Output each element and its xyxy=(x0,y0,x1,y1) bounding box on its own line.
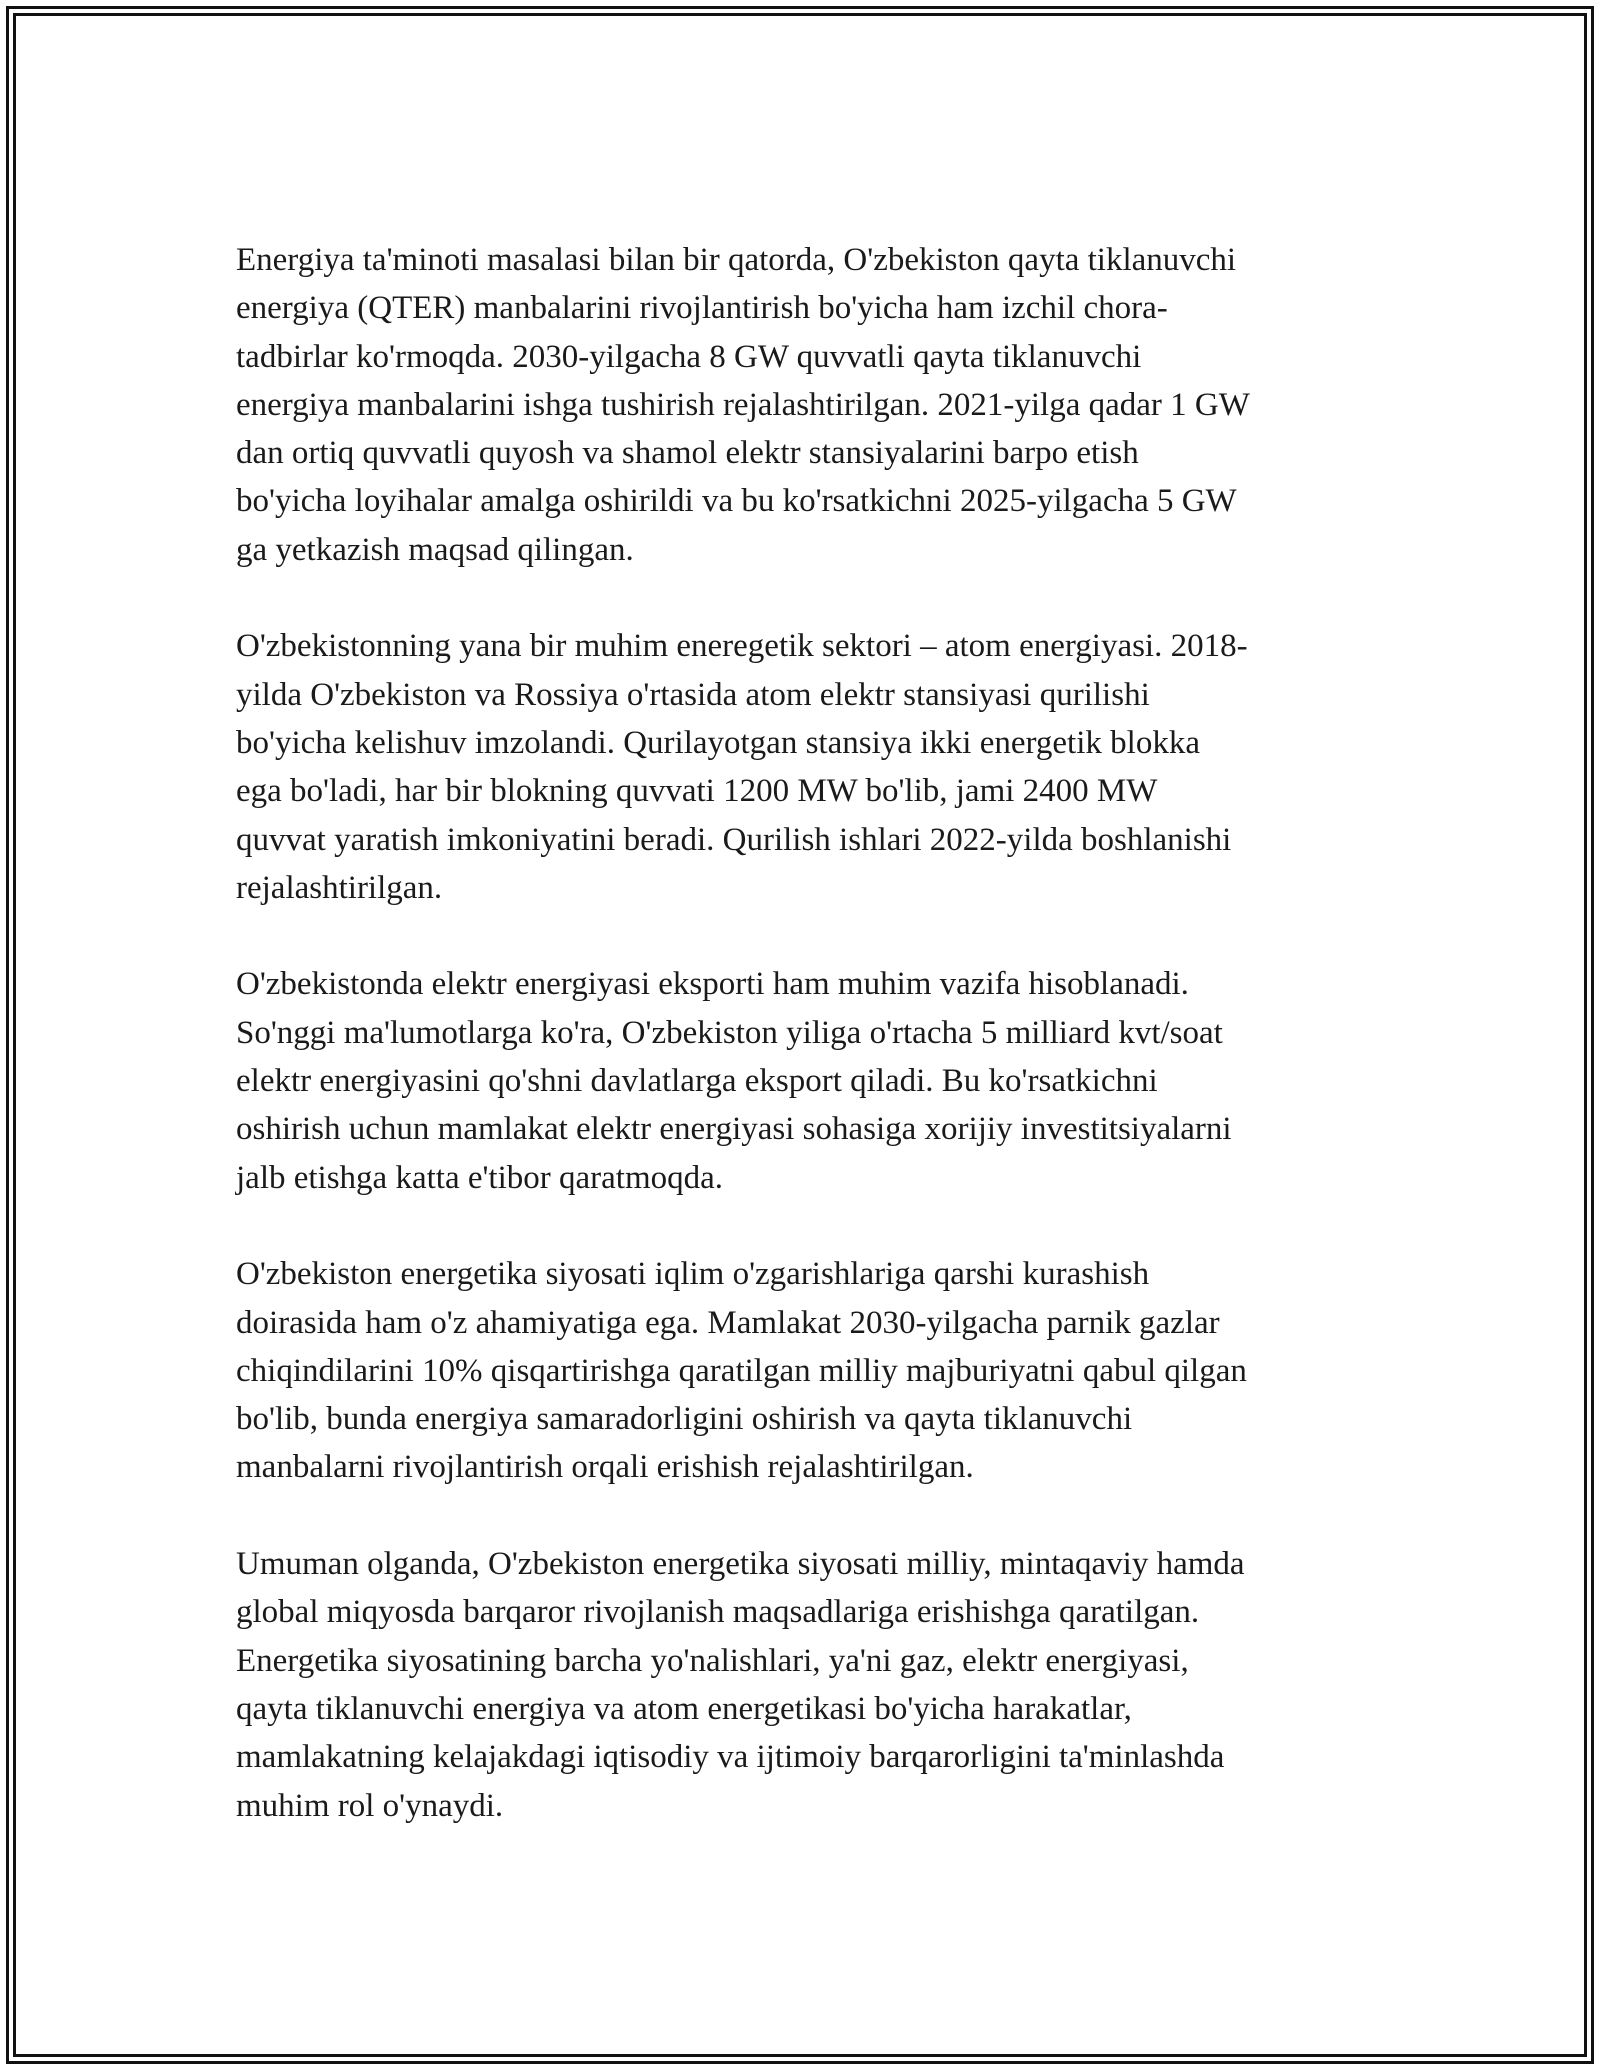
text-line: mamlakatning kelajakdagi iqtisodiy va ijtimoiy barqarorligini ta'minlashda xyxy=(236,1739,1225,1776)
text-line: doirasida ham o'z ahamiyatiga ega. Mamlakat 2030-yilgacha parnik gazlar xyxy=(236,1304,1220,1341)
text-line: manbalarni rivojlantirish orqali erishish rejalashtirilgan. xyxy=(236,1449,974,1486)
text-line: ega bo'ladi, har bir blokning quvvati 1200 MW bo'lib, jami 2400 MW xyxy=(236,773,1158,810)
text-line: tadbirlar ko'rmoqda. 2030-yilgacha 8 GW quvvatli qayta tiklanuvchi xyxy=(236,338,1142,375)
paragraph-nuclear-energy xyxy=(236,622,1371,912)
text-line: bo'yicha loyihalar amalga oshirildi va bu ko'rsatkichni 2025-yilgacha 5 GW xyxy=(236,483,1237,520)
text-line: bo'lib, bunda energiya samaradorligini oshirish va qayta tiklanuvchi xyxy=(236,1401,1133,1438)
document-body xyxy=(236,236,1371,1878)
text-line: oshirish uchun mamlakat elektr energiyasi sohasiga xorijiy investitsiyalarni xyxy=(236,1111,1232,1148)
text-line: energiya manbalarini ishga tushirish rejalashtirilgan. 2021-yilga qadar 1 GW xyxy=(236,386,1250,423)
text-line: energiya (QTER) manbalarini rivojlantirish bo'yicha ham izchil chora- xyxy=(236,290,1168,327)
text-line: O'zbekistonda elektr energiyasi eksporti ham muhim vazifa hisoblanadi. xyxy=(236,966,1189,1003)
paragraph-climate-policy xyxy=(236,1250,1371,1491)
paragraph-renewable-energy xyxy=(236,236,1371,574)
text-line: O'zbekistonning yana bir muhim eneregetik sektori – atom energiyasi. 2018- xyxy=(236,628,1248,665)
text-line: quvvat yaratish imkoniyatini beradi. Qurilish ishlari 2022-yilda boshlanishi xyxy=(236,821,1232,858)
text-line: elektr energiyasini qo'shni davlatlarga eksport qiladi. Bu ko'rsatkichni xyxy=(236,1063,1158,1100)
text-line: So'nggi ma'lumotlarga ko'ra, O'zbekiston yiliga o'rtacha 5 milliard kvt/soat xyxy=(236,1014,1223,1051)
text-line: muhim rol o'ynaydi. xyxy=(236,1787,504,1824)
text-line: yilda O'zbekiston va Rossiya o'rtasida atom elektr stansiyasi qurilishi xyxy=(236,676,1150,713)
paragraph-electricity-export xyxy=(236,960,1371,1201)
text-line: jalb etishga katta e'tibor qaratmoqda. xyxy=(236,1159,724,1196)
text-line: ga yetkazish maqsad qilingan. xyxy=(236,531,634,568)
text-line: Umuman olganda, O'zbekiston energetika siyosati milliy, mintaqaviy hamda xyxy=(236,1546,1245,1583)
text-line: qayta tiklanuvchi energiya va atom energetikasi bo'yicha harakatlar, xyxy=(236,1690,1132,1727)
text-line: dan ortiq quvvatli quyosh va shamol elektr stansiyalarini barpo etish xyxy=(236,435,1139,472)
paragraph-conclusion xyxy=(236,1540,1371,1830)
text-line: O'zbekiston energetika siyosati iqlim o'zgarishlariga qarshi kurashish xyxy=(236,1256,1150,1293)
text-line: Energetika siyosatining barcha yo'nalishlari, ya'ni gaz, elektr energiyasi, xyxy=(236,1642,1189,1679)
text-line: global miqyosda barqaror rivojlanish maqsadlariga erishishga qaratilgan. xyxy=(236,1594,1200,1631)
text-line: Energiya ta'minoti masalasi bilan bir qatorda, O'zbekiston qayta tiklanuvchi xyxy=(236,242,1237,278)
text-line: bo'yicha kelishuv imzolandi. Qurilayotgan stansiya ikki energetik blokka xyxy=(236,724,1200,761)
text-line: chiqindilarini 10% qisqartirishga qaratilgan milliy majburiyatni qabul qilgan xyxy=(236,1352,1247,1389)
text-line: rejalashtirilgan. xyxy=(236,869,443,906)
